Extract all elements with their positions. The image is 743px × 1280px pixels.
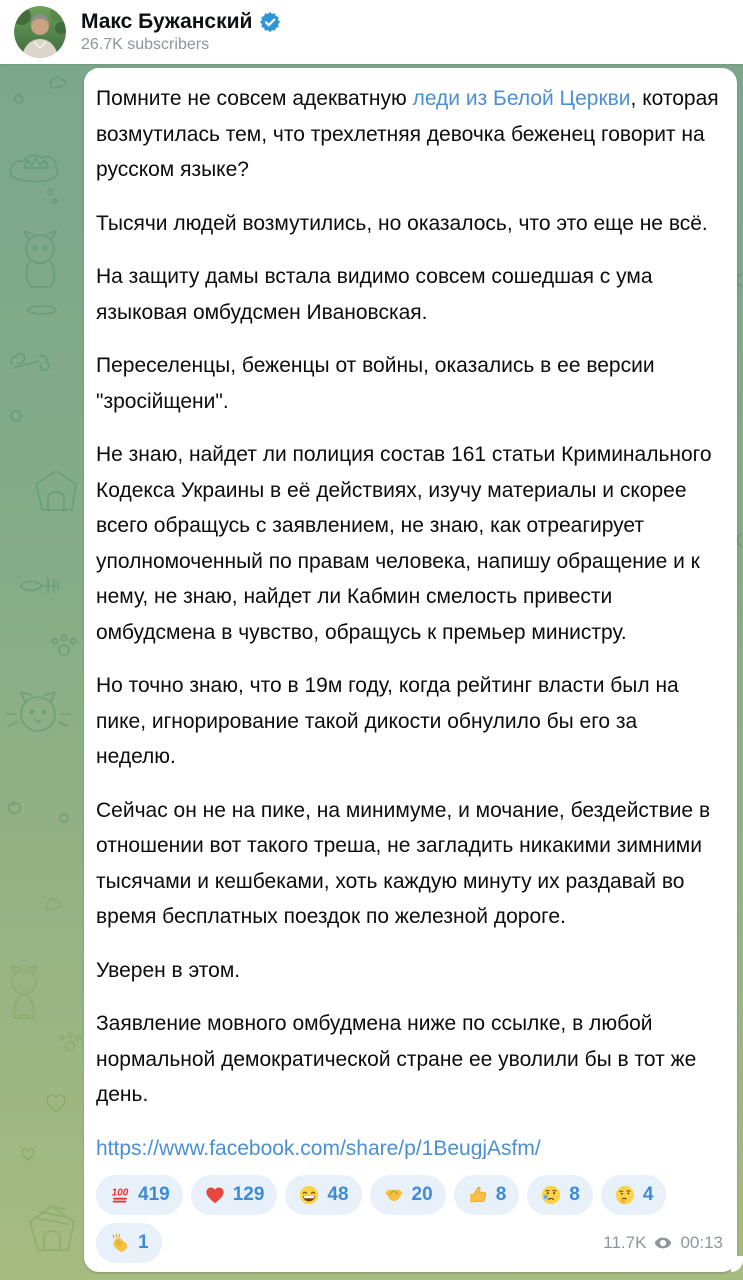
reaction-count: 20 [411,1184,433,1205]
message-time: 00:13 [680,1233,723,1252]
message-text [96,81,721,1159]
reaction-count: 48 [327,1184,349,1205]
message-paragraph [96,206,721,242]
paragraph-text: Сейчас он не на пике, на минимуме, и мочание, бездействие в отношении вот такого треша, не загладить никакими зимними тысячами и кешбеками, хоть каждую минуту их раздавай во время бесплатных поездок по железной дороге. [96,798,711,928]
channel-info[interactable] [81,10,281,55]
channel-header [0,0,743,64]
cry-icon [540,1184,562,1206]
message-paragraph [96,437,721,650]
message-bubble[interactable] [84,68,737,1272]
paragraph-text: Но точно знаю, что в 19м году, когда рейтинг власти был на пике, игнорирование такой дикости обнулило бы его за неделю. [96,674,679,768]
reaction-cry[interactable] [527,1175,593,1215]
views-eye-icon [653,1233,673,1253]
hundred-icon [109,1184,131,1206]
message-paragraph [96,1006,721,1113]
reaction-grin[interactable] [285,1175,361,1215]
thumbs-up-icon [467,1184,489,1206]
message-paragraph [96,668,721,775]
text-link[interactable]: https://www.facebook.com/share/p/1BeugjAsfm/ [96,1136,541,1159]
handshake-icon [383,1184,405,1206]
heart-icon [204,1184,226,1206]
reactions-row-2 [96,1223,723,1263]
reaction-count: 8 [569,1184,580,1205]
reactions-row-2-pills [96,1223,162,1263]
verified-badge-icon [259,11,281,33]
reaction-count: 4 [642,1184,654,1205]
message-paragraph [96,793,721,935]
message-paragraph [96,81,721,188]
paragraph-text: Переселенцы, беженцы от войны, оказались в ее версии "зросійщени". [96,354,655,413]
reaction-count: 129 [232,1184,265,1205]
thinking-icon [614,1184,636,1206]
chat-area [0,64,743,1280]
reaction-handshake[interactable] [370,1175,446,1215]
paragraph-text: Помните не совсем адекватную [96,87,413,110]
reaction-clap[interactable] [96,1223,162,1263]
clap-icon [109,1232,131,1254]
paragraph-text: Тысячи людей возмутились, но оказалось, что это еще не всё. [96,211,708,235]
reaction-thinking[interactable] [601,1175,667,1215]
message-paragraph [96,348,721,419]
message-paragraph [96,259,721,330]
avatar-photo [14,6,66,58]
reaction-count: 1 [138,1232,149,1253]
message-paragraph [96,1131,721,1160]
channel-avatar[interactable] [14,6,66,58]
reaction-heart[interactable] [191,1175,278,1215]
paragraph-text: Заявление мовного омбудмена ниже по ссылке, в любой нормальной демократической стране ее уволили бы в тот же день. [96,1012,697,1106]
reaction-hundred[interactable] [96,1175,183,1215]
reactions-row-1 [96,1175,723,1215]
reaction-thumbs-up[interactable] [454,1175,520,1215]
paragraph-text: , которая возмутилась тем, что трехлетняя девочка беженец говорит на русском языке? [96,87,719,181]
message-paragraph [96,953,721,989]
reaction-count: 419 [138,1184,170,1205]
paragraph-text: Не знаю, найдет ли полиция состав 161 статьи Криминального Кодекса Украины в её действиях, изучу материалы и скорее всего обращусь с заявлением, не знаю, как отреагирует уполномоченный по правам человека, напишу обращение и к нему, не знаю, найдет ли Кабмин смелость привести омбудсмена в чувство, обращусь к премьер министру. [96,443,712,644]
text-link[interactable]: леди из Белой Церкви [412,87,631,110]
view-count: 11.7K [603,1233,647,1252]
channel-title: Макс Бужанский [81,9,253,33]
reaction-count: 8 [495,1184,507,1205]
paragraph-text: На защиту дамы встала видимо совсем сошедшая с ума языковая омбудсмен Ивановская. [96,265,653,324]
message-meta [603,1233,723,1253]
grin-icon [298,1184,320,1206]
paragraph-text: Уверен в этом. [96,958,241,982]
reactions-area [96,1175,723,1263]
subscriber-count: 26.7K subscribers [81,35,210,53]
svg-text:100: 100 [111,1187,129,1199]
